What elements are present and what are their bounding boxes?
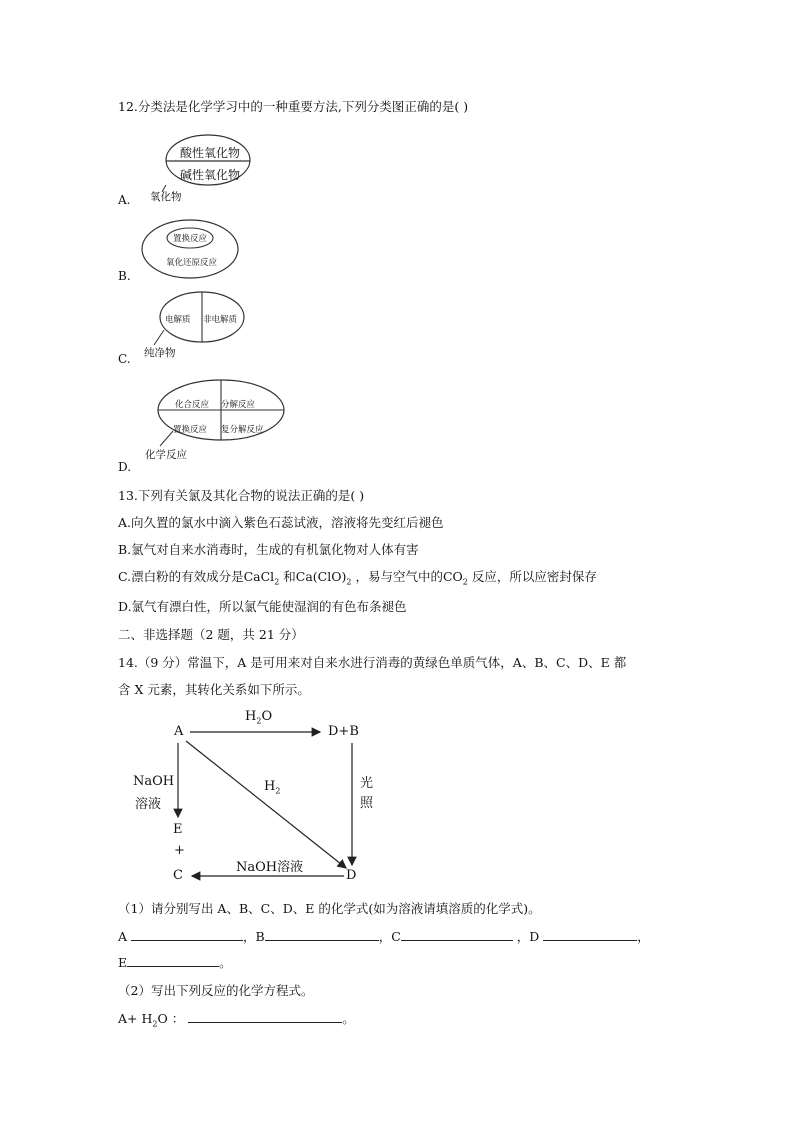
decomposition-label: 分解反应 [221,400,256,410]
blank-e[interactable] [127,953,219,967]
option-a-label: A. [118,193,131,207]
q14-intro-2: 含 X 元素，其转化关系如下所示。 [118,682,310,697]
displacement-label: 置换反应 [173,234,208,244]
plus-sign: + [174,843,185,858]
displacement-d-label: 置换反应 [173,425,208,435]
h2-label: $H_2$ [264,779,281,796]
node-e: E [173,822,183,837]
combination-label: 化合反应 [175,400,210,410]
blank-b[interactable] [265,927,379,941]
chemical-reaction-caption: 化学反应 [145,449,187,461]
electrolyte-label: 电解质 [165,315,191,325]
option-d-diagram [155,376,290,456]
blank-c[interactable] [401,927,513,941]
node-db: D+B [328,724,359,739]
redox-ellipse [142,220,238,278]
q14-intro-1: 14.（9 分）常温下，A 是可用来对自来水进行消毒的黄绿色单质气体，A、B、C、D、E 都 [118,655,627,670]
q13-option-a: A.向久置的氯水中滴入紫色石蕊试液，溶液将先变红后褪色 [118,515,444,530]
basic-oxide-label: 碱性氧化物 [180,168,241,182]
fill-line-abcd: A ，B ，C ，D ， [118,929,650,944]
node-d: D [346,868,357,883]
option-b-label: B. [118,269,131,283]
h2o-label: $H_2O$ [245,709,273,726]
q13-option-b: B.氯气对自来水消毒时，生成的有机氯化物对人体有害 [118,542,419,557]
light-label: 光 [360,776,374,791]
option-c-label: C. [118,352,131,366]
blank-d[interactable] [543,927,637,941]
node-c: C [173,868,183,883]
q14-sub-2: （2）写出下列反应的化学方程式。 [118,983,314,998]
section-heading: 二、非选择题（2 题，共 21 分） [118,627,304,642]
oxide-caption: 氧化物 [150,191,182,203]
non-electrolyte-label: 非电解质 [203,315,238,325]
fill-line-e: E 。 [118,955,232,970]
solution-label-1: 溶液 [135,797,162,812]
q14-sub-1: （1）请分别写出 A、B、C、D、E 的化学式(如为溶液请填溶质的化学式)。 [118,901,541,916]
option-b-diagram [140,218,245,283]
pure-substance-caption: 纯净物 [144,347,176,359]
node-a: A [174,724,184,739]
illumination-label: 照 [360,796,374,811]
redox-label: 氧化还原反应 [166,258,218,268]
option-d-label: D. [118,460,132,474]
q12-title: 12.分类法是化学学习中的一种重要方法,下列分类图正确的是( ) [118,99,469,114]
equation-line: $A+ H_2O$ ： 。 [118,1011,355,1029]
blank-equation[interactable] [188,1009,342,1023]
naoh-label-2: NaOH溶液 [236,860,304,875]
double-decomposition-label: 复分解反应 [221,425,264,435]
arrow-a-to-d [186,741,346,868]
naoh-label-1: NaOH [133,774,175,789]
q13-option-d: D.氯气有漂白性，所以氯气能使湿润的有色布条褪色 [118,599,407,614]
acidic-oxide-label: 酸性氧化物 [180,146,241,160]
blank-a[interactable] [131,927,243,941]
q13-option-c: C.漂白粉的有效成分是CaCl$_2$ 和$Ca(ClO)_2$ ，易与空气中的$CO_2$ 反应，所以应密封保存 [118,569,597,587]
q13-title: 13.下列有关氯及其化合物的说法正确的是( ) [118,488,365,503]
